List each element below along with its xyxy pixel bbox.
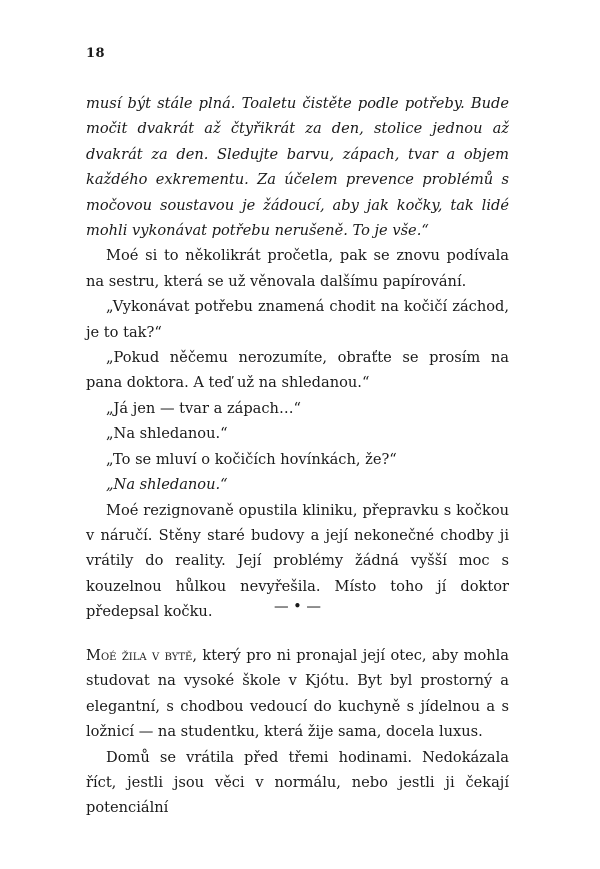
- paragraph: Moé rezignovaně opustila kliniku, přepravku s kočkou v náručí. Stěny staré budovy a její nekonečné chodby ji vrátily do reality. Její problémy žádná vyšší moc s kouzelnou hůlkou nevyřešila. Místo toho jí doktor předepsal kočku.: [86, 501, 509, 621]
- paragraph: „Na shledanou.“: [106, 476, 228, 494]
- section-two-text: [86, 643, 509, 821]
- paragraph: „Já jen — tvar a zápach…“: [106, 399, 302, 417]
- paragraph: [86, 643, 509, 745]
- paragraph: „Vykonávat potřebu znamená chodit na kočičí záchod, je to tak?“: [86, 298, 509, 341]
- paragraph: „Pokud něčemu nerozumíte, obraťte se prosím na pana doktora. A teď už na shledanou.“: [86, 349, 509, 392]
- paragraph: „Na shledanou.“: [106, 425, 228, 443]
- paragraph: „To se mluví o kočičích hovínkách, že?“: [106, 450, 397, 468]
- section-separator: — • —: [273, 598, 322, 615]
- paragraph: musí být stále plná. Toaletu čistěte podle potřeby. Bude močit dvakrát až čtyřikrát za den, stolice jednou až dvakrát za den. Sledujte barvu, zápach, tvar a objem každého exkrementu. Za účelem prevence problémů s močovou soustavou je žádoucí, aby jak kočky, tak lidé mohli vykonávat potřebu nerušeně. To je vše.“: [86, 95, 509, 240]
- paragraph: Domů se vrátila před třemi hodinami. Nedokázala říct, jestli jsou věci v normálu, nebo jestli ji čekají potenciální: [86, 748, 509, 817]
- main-text: [86, 91, 509, 625]
- book-page: [86, 0, 509, 869]
- paragraph: Moé si to několikrát pročetla, pak se znovu podívala na sestru, která se už věnovala dalšímu papírování.: [86, 247, 509, 290]
- paragraph-text: , který pro ni pronajal její otec, aby mohla studovat na vysoké škole v Kjótu. Byt byl prostorný a elegantní, s chodbou vedoucí do kuchyně s jídelnou a s ložnicí — na studentku, která žije sama, docela luxus.: [86, 647, 509, 741]
- section-lead-smallcaps: Moé žila v bytě: [86, 647, 193, 664]
- page-number: 18: [86, 46, 106, 61]
